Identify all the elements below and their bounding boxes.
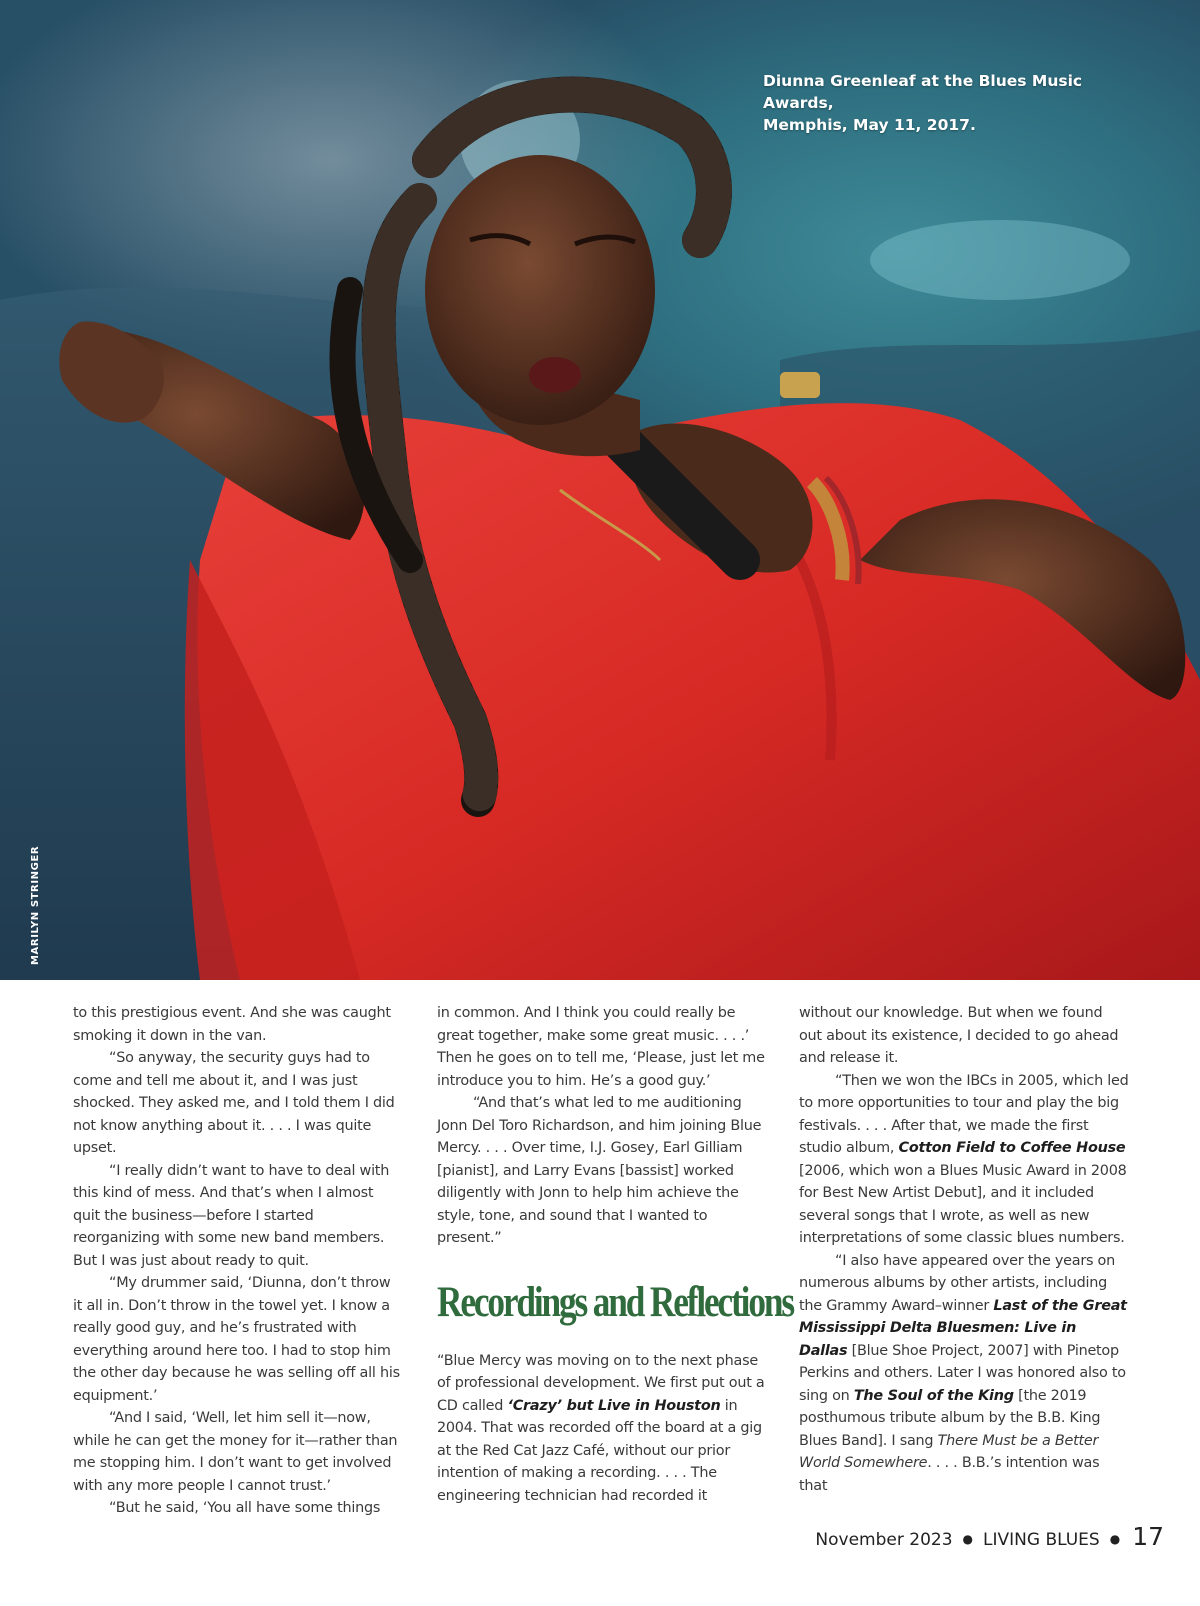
album-title: The Soul of the King — [853, 1387, 1014, 1404]
album-title: ‘Crazy’ but Live in Houston — [507, 1397, 721, 1414]
text-run: “I also have appeared over the years on numerous albums by other artists, including the Grammy Award–winner — [799, 1252, 1115, 1314]
song-title: There Must be a Better World Somewhere — [799, 1432, 1099, 1471]
paragraph — [437, 1350, 767, 1508]
bullet-separator: ● — [962, 1532, 974, 1546]
photo-credit: MARILYN STRINGER — [30, 845, 41, 965]
text-column-1 — [73, 1002, 403, 1520]
caption-line-1: Diunna Greenleaf at the Blues Music Awards, — [763, 72, 1083, 112]
page-footer — [815, 1522, 1164, 1551]
caption-line-2: Memphis, May 11, 2017. — [763, 116, 976, 134]
paragraph: “My drummer said, ‘Diunna, don’t throw it all in. Don’t throw in the towel yet. I know a really good guy, and he’s frustrated with everything around here too. I had to stop him the other day because he was selling off all his equipment.’ — [73, 1275, 400, 1404]
magazine-name: LIVING BLUES — [983, 1530, 1100, 1550]
photo-caption — [763, 70, 1143, 136]
paragraph: to this prestigious event. And she was caught smoking it down in the van. — [73, 1005, 391, 1044]
text-run: [2006, which won a Blues Music Award in 2008 for Best New Artist Debut], and it included several songs that I wrote, as well as new interpretations of some classic blues numbers. — [799, 1162, 1127, 1246]
text-run: . . . . B.B.’s intention was that — [799, 1455, 1100, 1494]
paragraph: “And that’s what led to me auditioning Jonn Del Toro Richardson, and him joining Blue Mercy. . . . Over time, I.J. Gosey, Earl Gilliam [pianist], and Larry Evans [bassist] worked diligently with Jonn to help him achieve the style, tone, and sound that I wanted to present.” — [437, 1095, 762, 1246]
text-run: “Blue Mercy was moving on to the next phase of professional development. We first put out a CD called — [437, 1352, 765, 1414]
section-heading: Recordings and Reflections — [437, 1278, 793, 1326]
album-title: Cotton Field to Coffee House — [898, 1140, 1126, 1156]
text-run: “Then we won the IBCs in 2005, which led to more opportunities to tour and play the big festivals. . . . After that, we made the first studio album, — [799, 1072, 1129, 1156]
page-number: 17 — [1132, 1522, 1164, 1551]
text-run: [Blue Shoe Project, 2007] with Pinetop Perkins and others. Later I was honored also to sing on — [799, 1342, 1126, 1404]
paragraph: “But he said, ‘You all have some things — [109, 1500, 381, 1516]
issue-date: November 2023 — [815, 1530, 953, 1550]
bullet-separator: ● — [1109, 1532, 1121, 1546]
text-column-3 — [799, 1002, 1129, 1497]
paragraph: “So anyway, the security guys had to come and tell me about it, and I was just shocked. They asked me, and I told them I did not know anything about it. . . . I was quite upset. — [73, 1050, 395, 1156]
paragraph — [799, 1250, 1129, 1498]
album-title: Last of the Great Mississippi Delta Bluesmen: Live in Dallas — [799, 1297, 1127, 1359]
paragraph: without our knowledge. But when we found out about its existence, I decided to go ahead and release it. — [799, 1005, 1119, 1066]
paragraph: “I really didn’t want to have to deal with this kind of mess. And that’s when I almost quit the business—before I started reorganizing with some new band members. But I was just about ready to quit. — [73, 1162, 390, 1269]
text-column-2 — [437, 1002, 793, 1507]
paragraph: “And I said, ‘Well, let him sell it—now, while he can get the money for it—rather than me stopping him. I don’t want to get involved with any more people I cannot trust.’ — [73, 1410, 398, 1494]
paragraph — [799, 1070, 1129, 1250]
paragraph: in common. And I think you could really be great together, make some great music. . . .’ Then he goes on to tell me, ‘Please, just let me introduce you to him. He’s a good guy.’ — [437, 1005, 765, 1089]
text-run: [the 2019 posthumous tribute album by the B.B. King Blues Band]. I sang — [799, 1387, 1101, 1449]
text-run: in 2004. That was recorded off the board at a gig at the Red Cat Jazz Café, without our prior intention of making a recording. . . . The engineering technician had recorded it — [437, 1397, 762, 1504]
